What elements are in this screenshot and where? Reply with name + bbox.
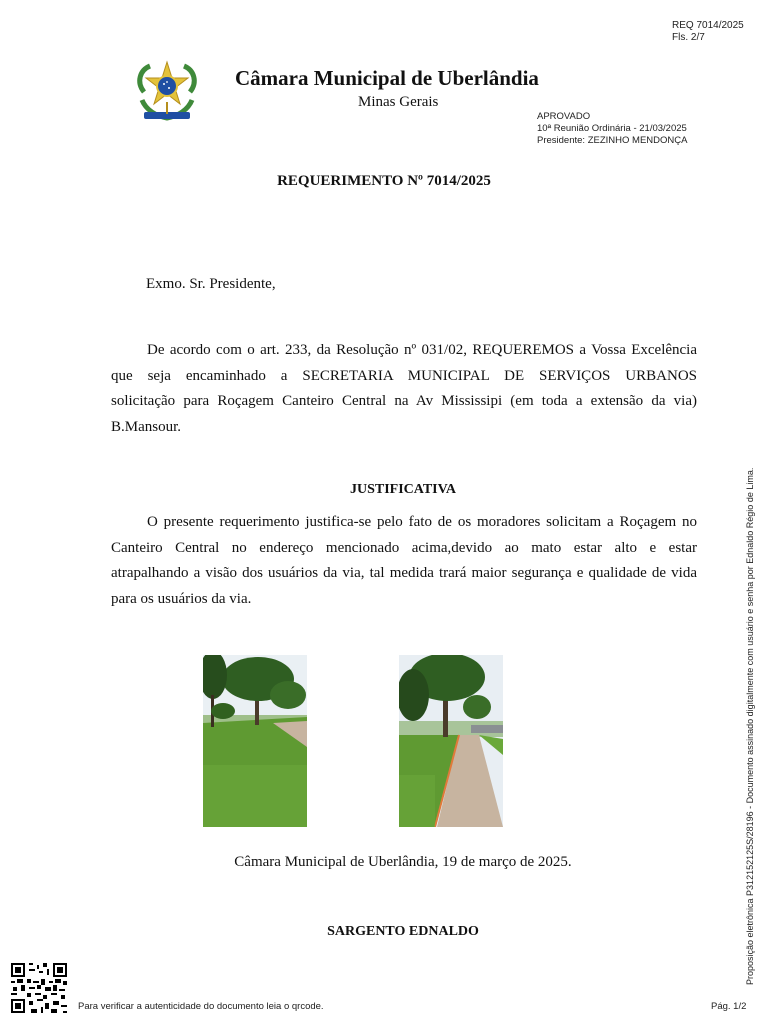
approval-session: 10ª Reunião Ordinária - 21/03/2025 (537, 123, 687, 134)
median-photo-2 (399, 655, 503, 827)
verification-note: Para verificar a autenticidade do documento leia o qrcode. (78, 1001, 324, 1012)
median-photo-1 (203, 655, 307, 827)
brasil-coat-of-arms-icon (130, 58, 204, 126)
folhas-count: Fls. 2/7 (672, 32, 705, 43)
request-paragraph (111, 338, 697, 440)
approval-status: APROVADO (537, 111, 591, 122)
state-name: Minas Gerais (358, 94, 439, 110)
justification-line: atrapalhando a visão dos usuários da via, tal medida trará maior segurança e qualidade de vida (111, 565, 697, 581)
request-line: solicitação para Roçagem Canteiro Central na Av Mississipi (em toda a extensão da via) (111, 393, 697, 409)
place-and-date: Câmara Municipal de Uberlândia, 19 de março de 2025. (234, 854, 572, 870)
signer-name: SARGENTO EDNALDO (327, 924, 479, 939)
justification-heading: JUSTIFICATIVA (349, 482, 457, 497)
justification-line: para os usuários da via. (111, 590, 252, 607)
approval-stamp (537, 111, 687, 147)
request-line: que seja encaminhado a SECRETARIA MUNICIPAL DE SERVIÇOS URBANOS (111, 367, 697, 384)
request-line: De acordo com o art. 233, da Resolução nº 031/02, REQUEREMOS a Vossa Excelência (147, 342, 697, 358)
greeting: Exmo. Sr. Presidente, (146, 276, 276, 292)
justification-line: O presente requerimento justifica-se pelo fato de os moradores solicitam a Roçagem no (147, 514, 697, 530)
qr-code-icon (11, 963, 67, 1013)
page-number: Pág. 1/2 (711, 1001, 747, 1012)
institution-name: Câmara Municipal de Uberlândia (235, 66, 539, 90)
request-line: B.Mansour. (111, 418, 182, 435)
digital-signature-note: Proposição eletrônica P312152125S/28196 - Documento assinado digitalmente com usuário e senha por Ednaldo Régio de Lima. (745, 467, 755, 985)
approval-president: Presidente: ZEZINHO MENDONÇA (537, 135, 688, 146)
requirement-tag (672, 20, 744, 44)
requirement-code: REQ 7014/2025 (672, 20, 744, 31)
justification-paragraph (111, 510, 697, 612)
justification-line: Canteiro Central no endereço mencionado acima,devido ao mato estar alto e estar (111, 539, 697, 556)
document-title: REQUERIMENTO Nº 7014/2025 (277, 173, 491, 189)
